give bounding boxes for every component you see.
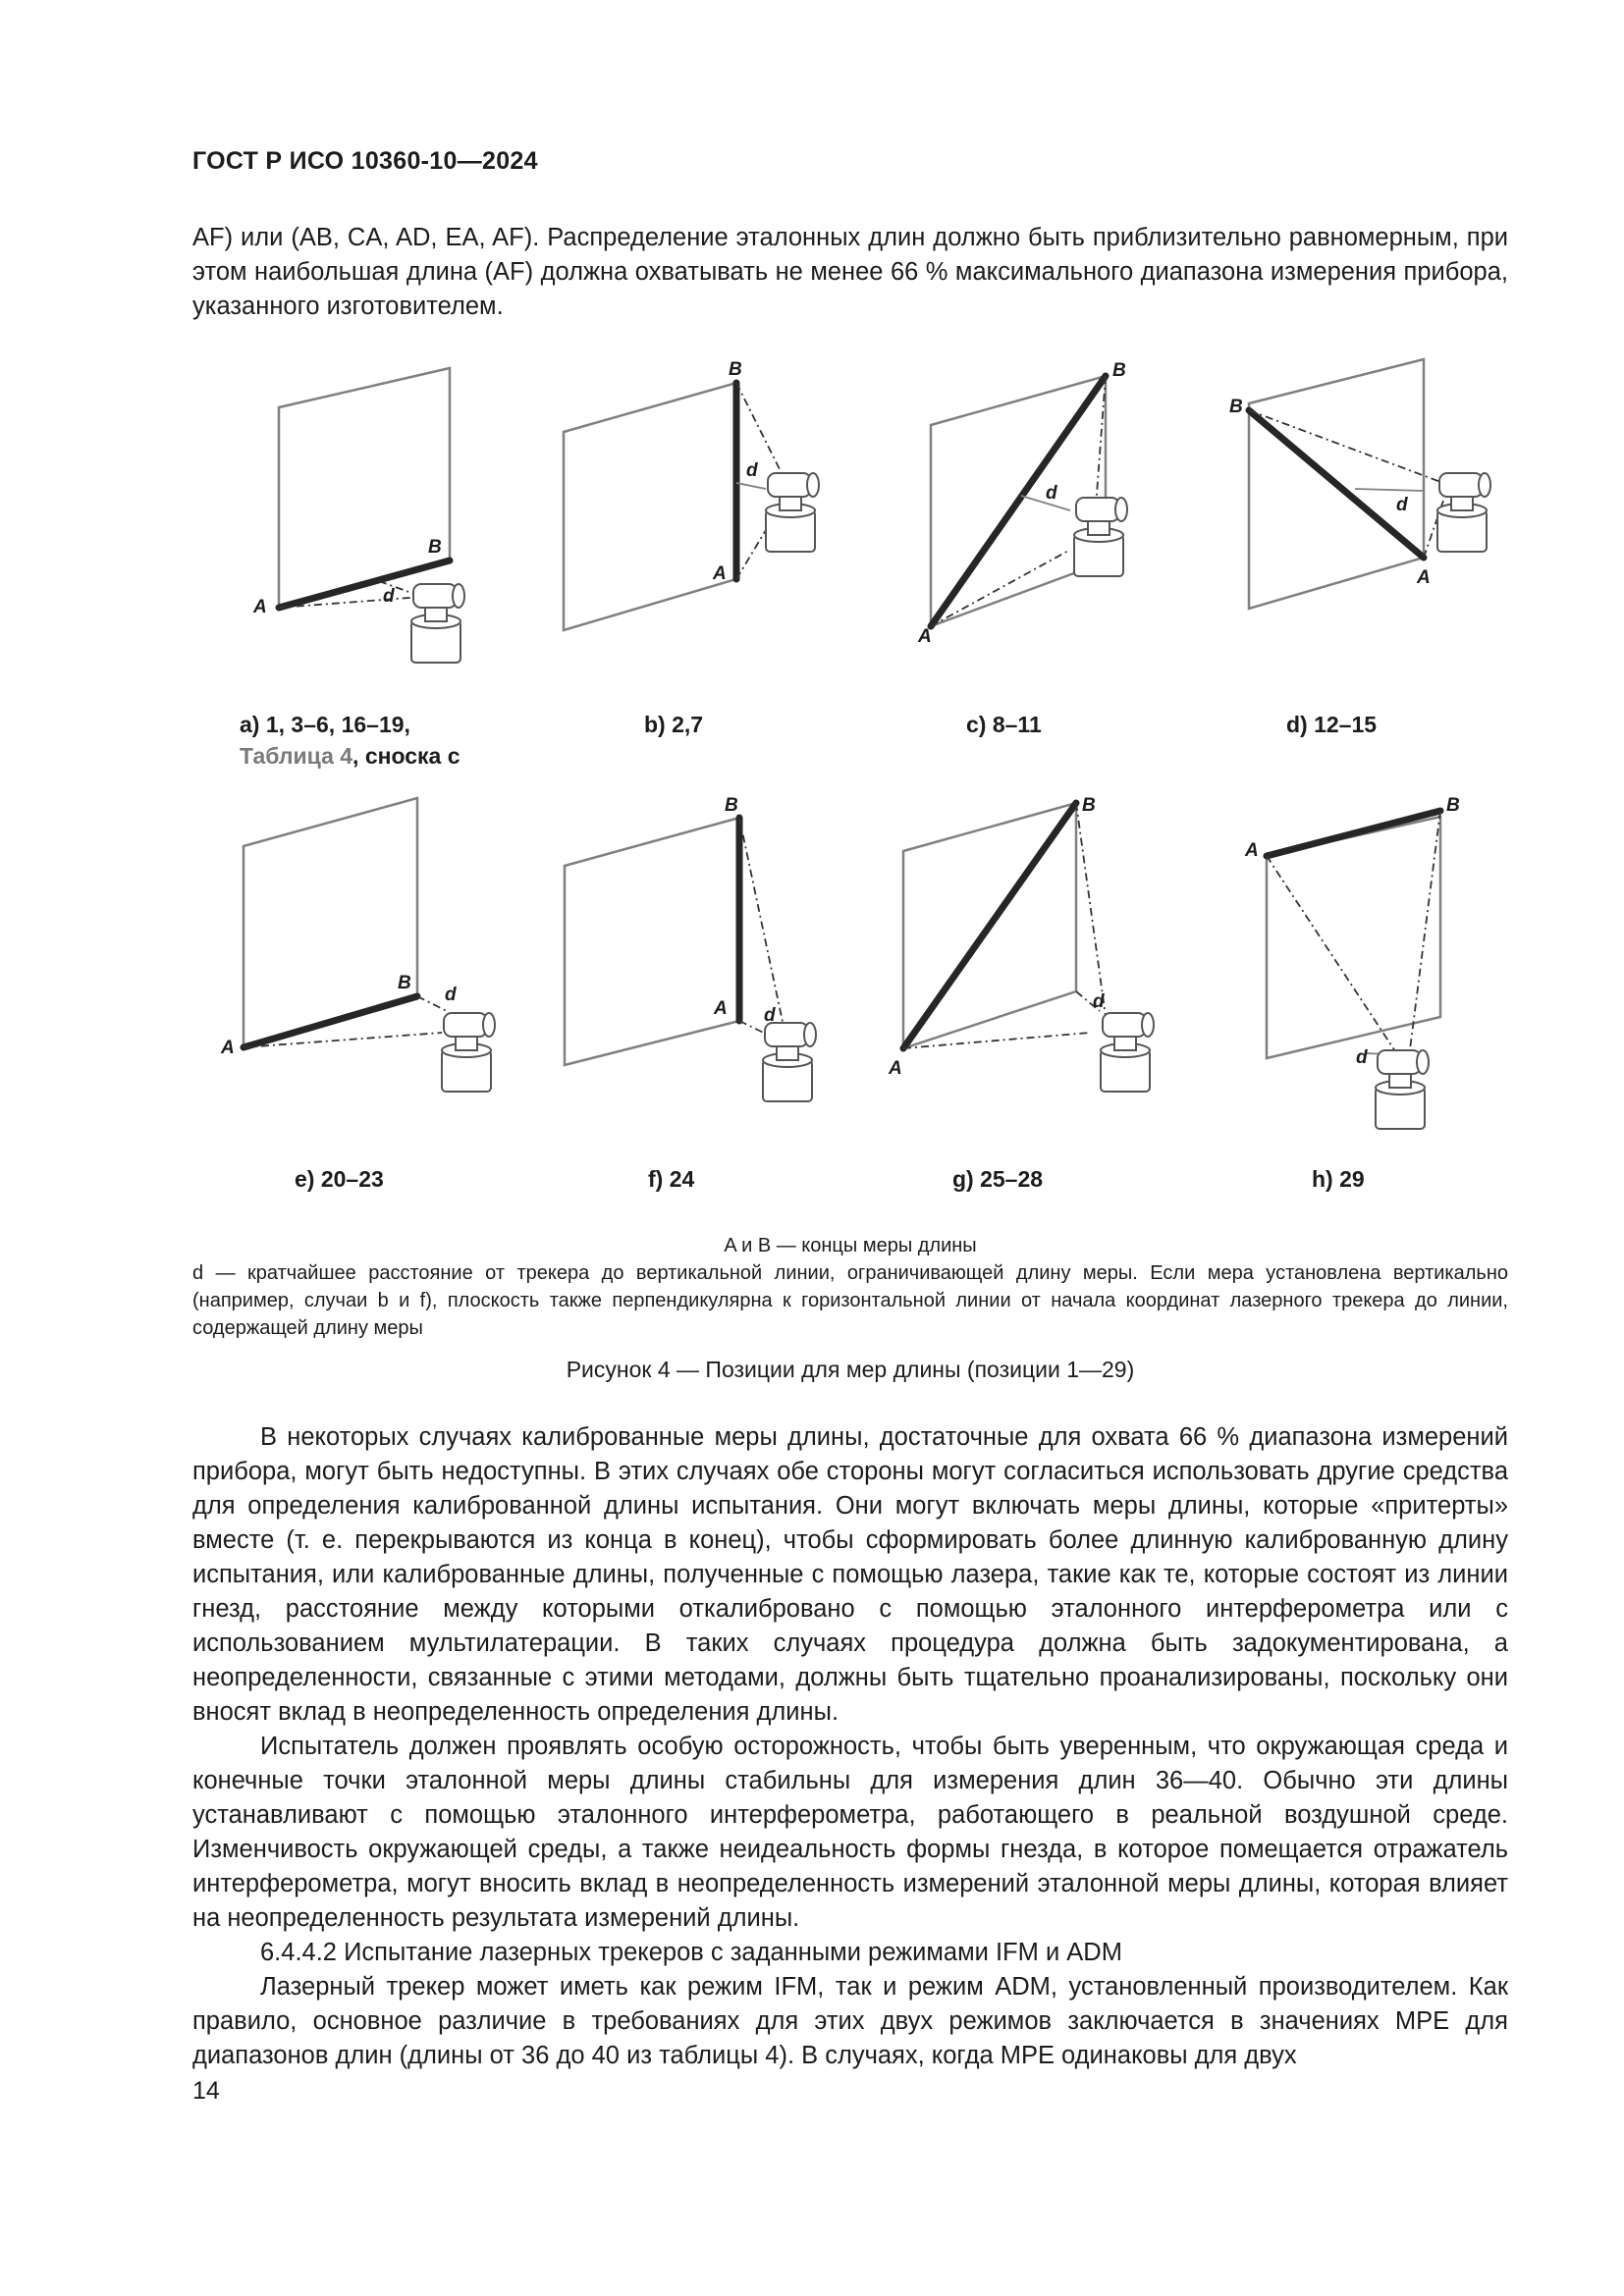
point-a-label: A xyxy=(1417,567,1431,588)
diagram-f xyxy=(565,795,816,1101)
caption-a-tail: , сноска c xyxy=(352,743,460,769)
distance-d-label: d xyxy=(746,460,758,481)
caption-g: g) 25–28 xyxy=(952,1166,1044,1192)
point-a-label: A xyxy=(714,998,728,1019)
point-b-label: B xyxy=(1082,795,1096,816)
point-a-label: A xyxy=(713,563,727,584)
distance-d-label: d xyxy=(1093,991,1105,1012)
body-paragraph-1: В некоторых случаях калиброванные меры длины, достаточные для охвата 66 % диапазона измерений прибора, могут быть недоступны. В этих случаях обе стороны могут согласиться использовать другие средства для определения калиброванной длины испытания. Они могут включать меры длины, которые «притерты» вместе (т. е. перекрываются из конца в конец), чтобы сформировать более длинную калиброванную длину испытания, или калиброванные длины, полученные с помощью лазера, такие как те, которые состоят из линии гнезд, расстояние между которыми откалибровано с помощью эталонного интерферометра или с использованием мультилатерации. В таких случаях процедура должна быть задокументирована, а неопределенности, связанные с этими методами, должны быть тщательно проанализированы, поскольку они вносят вклад в неопределенность определения длины. xyxy=(192,1423,1508,1726)
diagram-b xyxy=(564,359,819,630)
caption-h: h) 29 xyxy=(1312,1166,1365,1192)
diagram-a xyxy=(252,368,464,663)
diagram-e xyxy=(220,798,495,1092)
distance-d-label: d xyxy=(1396,495,1408,515)
figure-title: Рисунок 4 — Позиции для мер длины (позиции 1—29) xyxy=(566,1357,1135,1382)
page-number: 14 xyxy=(192,2077,220,2105)
point-b-label: B xyxy=(725,795,738,816)
point-a-label: A xyxy=(918,626,932,647)
body-paragraph-2: Испытатель должен проявлять особую осторожность, чтобы быть уверенным, что окружающая среда и конечные точки эталонной меры длины стабильны для измерения длин 36—40. Обычно эти длины устанавливают с помощью эталонного интерферометра, работающего в реальной воздушной среде. Изменчивость окружающей среды, а также неидеальность формы гнезда, в которое помещается отражатель интерферометра, могут вносить вклад в неопределенность измерений эталонной меры длины, которая влияет на неопределенность результата измерений длины. xyxy=(192,1733,1508,1932)
distance-d-label: d xyxy=(383,586,395,607)
caption-b: b) 2,7 xyxy=(644,712,704,737)
point-a-label: A xyxy=(889,1058,902,1079)
distance-d-label: d xyxy=(764,1005,776,1026)
point-b-label: B xyxy=(428,537,442,558)
caption-e: e) 20–23 xyxy=(295,1166,384,1192)
distance-d-label: d xyxy=(1356,1047,1368,1068)
diagram-c xyxy=(917,360,1127,647)
point-a-label: A xyxy=(253,597,267,617)
document-header: ГОСТ Р ИСО 10360-10—2024 xyxy=(192,147,538,175)
intro-paragraph: AF) или (AB, CA, AD, EA, AF). Распределение эталонных длин должно быть приблизительно равномерным, при этом наибольшая длина (AF) должна охватывать не менее 66 % максимального диапазона измерения прибора, указанного изготовителем. xyxy=(192,224,1508,320)
diagram-g xyxy=(888,795,1154,1092)
caption-a xyxy=(240,712,410,738)
point-a-label: A xyxy=(1245,840,1259,861)
point-b-label: B xyxy=(1112,360,1126,381)
point-b-label: B xyxy=(398,973,411,993)
point-b-label: B xyxy=(1446,795,1460,816)
point-a-label: A xyxy=(221,1038,235,1058)
diagram-d xyxy=(1229,359,1490,609)
point-b-label: B xyxy=(729,359,742,380)
body-paragraph-3: Лазерный трекер может иметь как режим IFM, так и режим ADM, установленный производителем. Как правило, основное различие в требованиях для этих двух режимов заключается в значениях MPE для диапазонов длин (длины от 36 до 40 из таблицы 4). В случаях, когда MPE одинаковы для двух xyxy=(192,1973,1508,2069)
figure-note-ab: A и B — концы меры длины xyxy=(724,1235,977,1256)
caption-d: d) 12–15 xyxy=(1286,712,1378,737)
caption-f: f) 24 xyxy=(648,1166,695,1192)
section-heading-6-4-4-2: 6.4.4.2 Испытание лазерных трекеров с заданными режимами IFM и ADM xyxy=(260,1939,1122,1966)
table-4-link[interactable]: Таблица 4 xyxy=(240,743,353,769)
caption-c: c) 8–11 xyxy=(966,712,1042,737)
diagram-h xyxy=(1244,795,1460,1129)
figure-note-d: d — кратчайшее расстояние от трекера до вертикальной линии, ограничивающей длину меры. Если мера установлена вертикально (например, случаи b и f), плоскость также перпендикулярна к горизонтальной линии от начала координат лазерного трекера до линии, содержащей длину меры xyxy=(192,1262,1508,1339)
distance-d-label: d xyxy=(1046,483,1057,504)
distance-d-label: d xyxy=(445,985,457,1005)
caption-a-main: a) 1, 3–6, 16–19, xyxy=(240,712,410,737)
point-b-label: B xyxy=(1229,397,1243,417)
caption-a-line2 xyxy=(240,743,460,770)
